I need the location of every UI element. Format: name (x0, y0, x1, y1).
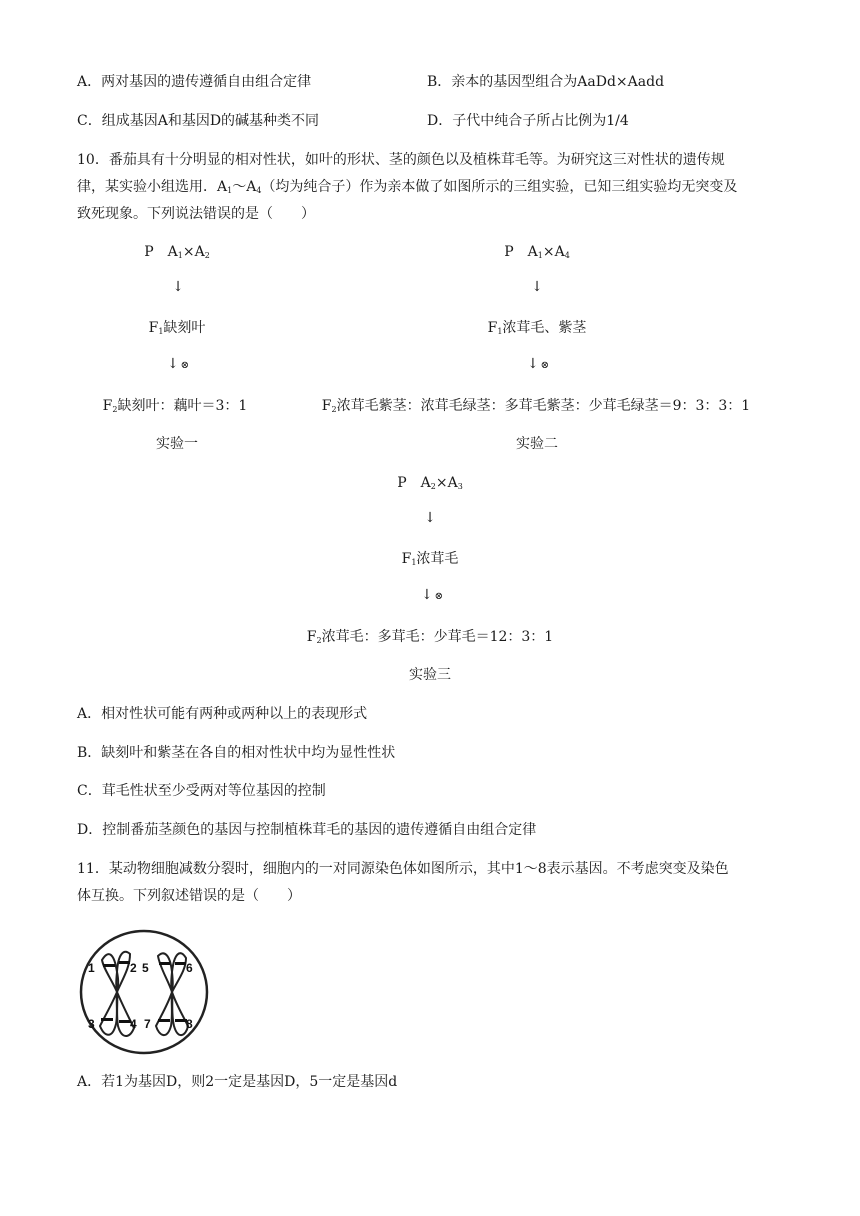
exp3-f2-text: 浓茸毛：多茸毛：少茸毛＝12：3：1 (321, 629, 554, 645)
exp1-p-sub: 1 (177, 251, 183, 260)
exp3-f2-letter: F (306, 629, 317, 645)
exp2-f1-sub: 1 (497, 327, 503, 336)
exp3-arrow-2 (421, 587, 443, 603)
exp1-p-text: ×A (182, 244, 205, 260)
selfing-symbol-icon: ⊗ (434, 591, 444, 602)
gene-label: 3 (88, 1017, 95, 1031)
selfing-symbol-icon: ⊗ (540, 360, 550, 371)
q10-option-c: C．茸毛性状至少受两对等位基因的控制 (77, 783, 326, 799)
q10-stem-text: ～A (232, 179, 257, 195)
exp3-f1-letter: F (401, 551, 412, 567)
exp2-p-sub: 1 (537, 251, 543, 260)
q10-option-d: D．控制番茄茎颜色的基因与控制植株茸毛的基因的遗传遵循自由组合定律 (77, 822, 537, 838)
exp3-arrow-1: ↓ (424, 510, 436, 526)
exp3-p-sub: 3 (457, 482, 463, 491)
exp2-p-text: ×A (542, 244, 565, 260)
q10-option-a: A．相对性状可能有两种或两种以上的表现形式 (77, 706, 368, 722)
q10-option-b: B．缺刻叶和紫茎在各自的相对性状中均为显性性状 (77, 745, 396, 761)
exp2-f2-sub: 2 (331, 405, 337, 414)
exp3-parents (397, 472, 463, 492)
exp2-f1-text: 浓茸毛、紫茎 (502, 320, 587, 336)
exp3-f2 (307, 626, 553, 646)
q9-option-d: D．子代中纯合子所占比例为1/4 (427, 113, 629, 129)
exp2-f1-letter: F (487, 320, 498, 336)
exp1-f1-letter: F (148, 320, 159, 336)
exp1-f1-text: 缺刻叶 (163, 320, 206, 336)
exp3-p-text: ×A (435, 475, 458, 491)
down-arrow-icon: ↓ (166, 356, 179, 372)
exp1-arrow-1: ↓ (172, 279, 184, 295)
exp1-f2-sub: 2 (112, 405, 118, 414)
exp1-f2-text: 缺刻叶：藕叶＝3：1 (117, 398, 248, 414)
exp1-f2-letter: F (102, 398, 113, 414)
q11-stem-line1: 11．某动物细胞减数分裂时，细胞内的一对同源染色体如图所示，其中1～8表示基因。不考虑突变及染色 (77, 861, 729, 877)
q9-option-c: C．组成基因A和基因D的碱基种类不同 (77, 113, 320, 129)
gene-label: 2 (130, 961, 137, 975)
selfing-symbol-icon: ⊗ (180, 360, 190, 371)
gene-label: 1 (88, 961, 95, 975)
exp3-f1-sub: 1 (411, 558, 417, 567)
exp3-f1-text: 浓茸毛 (416, 551, 459, 567)
gene-label: 8 (186, 1017, 193, 1031)
exp1-f1-sub: 1 (158, 327, 164, 336)
exp2-label: 实验二 (516, 436, 558, 452)
down-arrow-icon: ↓ (420, 587, 433, 603)
gene-label: 7 (144, 1017, 151, 1031)
gene-label: 6 (186, 961, 193, 975)
q11-option-a: A．若1为基因D，则2一定是基因D，5一定是基因d (77, 1074, 398, 1090)
exp1-p-text: P A (144, 244, 178, 260)
homologous-chromosome-figure (78, 928, 210, 1056)
exp2-f2-text: 浓茸毛紫茎：浓茸毛绿茎：多茸毛紫茎：少茸毛绿茎＝9：3：3：1 (336, 398, 751, 414)
q9-option-b: B．亲本的基因型组合为AaDd×Aadd (427, 74, 665, 90)
q9-option-a: A．两对基因的遗传遵循自由组合定律 (77, 74, 312, 90)
exp3-f1 (402, 548, 459, 568)
exp3-p-text: P A (397, 475, 431, 491)
cell-outline (81, 931, 207, 1053)
exp3-p-sub: 2 (430, 482, 436, 491)
q10-stem-line3: 致死现象。下列说法错误的是（ ） (77, 206, 315, 222)
q11-stem-line2: 体互换。下列叙述错误的是（ ） (77, 888, 301, 904)
exp2-p-sub: 4 (564, 251, 570, 260)
q10-stem-text: （均为纯合子）作为亲本做了如图所示的三组实验，已知三组实验均无突变及 (261, 179, 738, 195)
exp2-f2-letter: F (321, 398, 332, 414)
exp3-f2-sub: 2 (316, 636, 322, 645)
gene-label: 4 (130, 1017, 137, 1031)
exp2-arrow-2 (527, 356, 549, 372)
exp1-parents (144, 241, 210, 261)
down-arrow-icon: ↓ (526, 356, 539, 372)
exp1-f2 (103, 395, 248, 415)
exp2-parents (504, 241, 570, 261)
q10-stem-text: 律，某实验小组选用．A (77, 179, 228, 195)
q10-stem-sub: 4 (256, 186, 262, 195)
exp2-f1 (488, 317, 587, 337)
exp1-p-sub: 2 (204, 251, 210, 260)
q10-stem-line2 (77, 176, 737, 196)
exp1-f1 (149, 317, 206, 337)
exp2-arrow-1: ↓ (531, 279, 543, 295)
q10-stem-line1: 10．番茄具有十分明显的相对性状，如叶的形状、茎的颜色以及植株茸毛等。为研究这三对性状的遗传规 (77, 152, 725, 168)
exp1-arrow-2 (167, 356, 189, 372)
right-chromosome (156, 953, 188, 1035)
exp2-p-text: P A (504, 244, 538, 260)
gene-label: 5 (142, 961, 149, 975)
q10-stem-sub: 1 (227, 186, 233, 195)
exp3-label: 实验三 (409, 667, 451, 683)
exp2-f2 (322, 395, 750, 415)
exp1-label: 实验一 (156, 436, 198, 452)
